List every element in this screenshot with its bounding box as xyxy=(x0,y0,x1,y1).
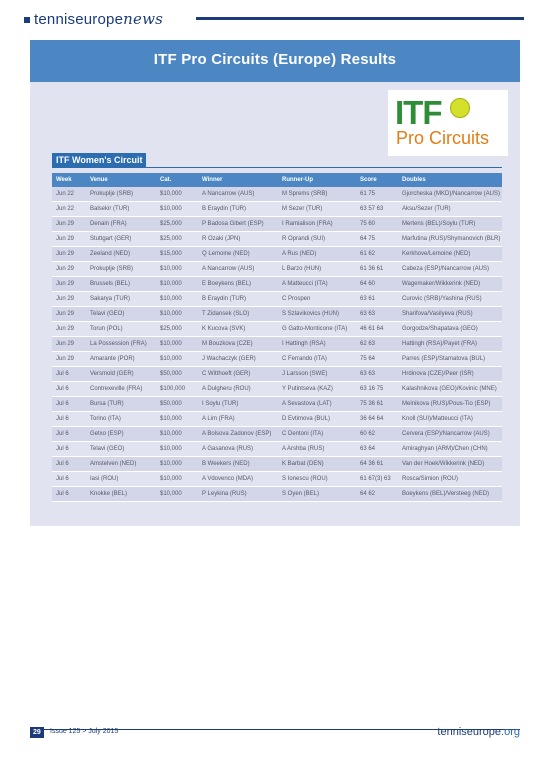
cell-category: $50,000 xyxy=(156,367,198,382)
cell-doubles: Hrdinova (CZE)/Peer (ISR) xyxy=(398,367,502,382)
cell-score: 46 61 64 xyxy=(356,322,398,337)
cell-venue: Zeeland (NED) xyxy=(86,247,156,262)
cell-winner: T Zidansek (SLO) xyxy=(198,307,278,322)
page-footer xyxy=(0,724,550,763)
table-row xyxy=(52,247,502,262)
masthead-brand xyxy=(34,10,163,28)
cell-score: 63 16 75 xyxy=(356,382,398,397)
cell-score: 63 63 xyxy=(356,307,398,322)
cell-category: $25,000 xyxy=(156,217,198,232)
cell-score: 64 60 xyxy=(356,277,398,292)
cell-winner: E Boeykens (BEL) xyxy=(198,277,278,292)
cell-score: 63 61 xyxy=(356,292,398,307)
cell-week: Jul 6 xyxy=(52,487,86,502)
cell-winner: R Ozaki (JPN) xyxy=(198,232,278,247)
cell-winner: A Gasanova (RUS) xyxy=(198,442,278,457)
cell-runner-up: G Gatto-Monticone (ITA) xyxy=(278,322,356,337)
cell-score: 64 36 61 xyxy=(356,457,398,472)
cell-score: 75 64 xyxy=(356,352,398,367)
cell-venue: Torun (POL) xyxy=(86,322,156,337)
cell-category: $10,000 xyxy=(156,292,198,307)
cell-venue: Telavi (GEO) xyxy=(86,442,156,457)
cell-category: $10,000 xyxy=(156,442,198,457)
masthead-square-icon xyxy=(24,17,30,23)
cell-venue: Bursa (TUR) xyxy=(86,397,156,412)
table-row xyxy=(52,487,502,502)
cell-week: Jun 29 xyxy=(52,247,86,262)
cell-runner-up: L Barzo (HUN) xyxy=(278,262,356,277)
masthead-rule xyxy=(196,17,524,20)
cell-category: $10,000 xyxy=(156,352,198,367)
cell-score: 64 75 xyxy=(356,232,398,247)
table-row xyxy=(52,307,502,322)
col-header-doubles: Doubles xyxy=(398,173,502,187)
cell-winner: A Dulgheru (ROU) xyxy=(198,382,278,397)
cell-doubles: Curovic (SRB)/Yashina (RUS) xyxy=(398,292,502,307)
cell-runner-up: S Oyen (BEL) xyxy=(278,487,356,502)
cell-score: 64 62 xyxy=(356,487,398,502)
cell-category: $10,000 xyxy=(156,487,198,502)
table-row xyxy=(52,382,502,397)
cell-winner: A Nancarrow (AUS) xyxy=(198,262,278,277)
cell-runner-up: A Matteucci (ITA) xyxy=(278,277,356,292)
cell-week: Jun 29 xyxy=(52,322,86,337)
cell-week: Jun 29 xyxy=(52,262,86,277)
cell-runner-up: R Oprandi (SUI) xyxy=(278,232,356,247)
masthead-brand-name: tenniseurope xyxy=(34,11,124,28)
cell-category: $10,000 xyxy=(156,412,198,427)
cell-score: 61 62 xyxy=(356,247,398,262)
table-row xyxy=(52,337,502,352)
cell-score: 36 64 64 xyxy=(356,412,398,427)
cell-winner: B Eraydin (TUR) xyxy=(198,202,278,217)
cell-week: Jul 6 xyxy=(52,382,86,397)
cell-winner: I Soylu (TUR) xyxy=(198,397,278,412)
cell-week: Jun 29 xyxy=(52,277,86,292)
table-row xyxy=(52,352,502,367)
cell-category: $10,000 xyxy=(156,307,198,322)
cell-score: 60 62 xyxy=(356,427,398,442)
cell-category: $10,000 xyxy=(156,277,198,292)
cell-week: Jul 6 xyxy=(52,442,86,457)
cell-winner: A Bolsova Zadonov (ESP) xyxy=(198,427,278,442)
cell-category: $50,000 xyxy=(156,397,198,412)
cell-runner-up: C Dentoni (ITA) xyxy=(278,427,356,442)
page-title: ITF Pro Circuits (Europe) Results xyxy=(153,51,397,68)
cell-week: Jul 6 xyxy=(52,367,86,382)
cell-runner-up: A Rus (NED) xyxy=(278,247,356,262)
cell-doubles: Amiraghyan (ARM)/Chen (CHN) xyxy=(398,442,502,457)
col-header-winner: Winner xyxy=(198,173,278,187)
cell-doubles: Rosca/Simion (ROU) xyxy=(398,472,502,487)
cell-doubles: Mertens (BEL)/Soylu (TUR) xyxy=(398,217,502,232)
cell-category: $10,000 xyxy=(156,187,198,202)
cell-winner: K Kucova (SVK) xyxy=(198,322,278,337)
cell-doubles: Knoll (SUI)/Matteucci (ITA) xyxy=(398,412,502,427)
footer-site-name: tenniseurope xyxy=(437,726,502,738)
cell-week: Jul 6 xyxy=(52,397,86,412)
cell-score: 75 36 61 xyxy=(356,397,398,412)
cell-venue: Brussels (BEL) xyxy=(86,277,156,292)
cell-runner-up: S Szlavikovics (HUN) xyxy=(278,307,356,322)
cell-venue: Iasi (ROU) xyxy=(86,472,156,487)
table-row xyxy=(52,217,502,232)
cell-score: 61 67(3) 63 xyxy=(356,472,398,487)
col-header-score: Score xyxy=(356,173,398,187)
cell-runner-up: S Ionescu (ROU) xyxy=(278,472,356,487)
cell-week: Jun 29 xyxy=(52,217,86,232)
cell-doubles: Melnikova (RUS)/Pous-Tio (ESP) xyxy=(398,397,502,412)
cell-winner: M Bouzkova (CZE) xyxy=(198,337,278,352)
cell-category: $25,000 xyxy=(156,232,198,247)
cell-doubles: Van der Hoek/Wikkerink (NED) xyxy=(398,457,502,472)
cell-doubles: Sharifova/Vasilyeva (RUS) xyxy=(398,307,502,322)
cell-score: 63 64 xyxy=(356,442,398,457)
footer-site xyxy=(437,726,520,738)
cell-venue: Stuttgart (GER) xyxy=(86,232,156,247)
cell-winner: B Eraydin (TUR) xyxy=(198,292,278,307)
section-divider xyxy=(52,167,502,168)
cell-week: Jun 29 xyxy=(52,337,86,352)
table-row xyxy=(52,277,502,292)
cell-category: $10,000 xyxy=(156,472,198,487)
col-header-venue: Venue xyxy=(86,173,156,187)
cell-winner: C Witthoeft (GER) xyxy=(198,367,278,382)
title-banner xyxy=(30,40,520,82)
table-row xyxy=(52,262,502,277)
cell-category: $100,000 xyxy=(156,382,198,397)
cell-winner: P Leykina (RUS) xyxy=(198,487,278,502)
cell-doubles: Parres (ESP)/Stamatova (BUL) xyxy=(398,352,502,367)
masthead-brand-suffix: news xyxy=(123,10,164,28)
cell-score: 61 75 xyxy=(356,187,398,202)
cell-venue: La Possession (FRA) xyxy=(86,337,156,352)
cell-week: Jun 29 xyxy=(52,232,86,247)
table-row xyxy=(52,292,502,307)
results-table xyxy=(52,173,502,502)
footer-site-tld: .org xyxy=(501,726,520,738)
cell-runner-up: I Ramialison (FRA) xyxy=(278,217,356,232)
cell-week: Jun 29 xyxy=(52,307,86,322)
cell-venue: Getxo (ESP) xyxy=(86,427,156,442)
table-row xyxy=(52,202,502,217)
cell-runner-up: C Prospen xyxy=(278,292,356,307)
results-panel xyxy=(30,40,520,526)
logo-sub-text: Pro Circuits xyxy=(396,128,490,148)
cell-venue: Amstelven (NED) xyxy=(86,457,156,472)
cell-category: $10,000 xyxy=(156,262,198,277)
cell-winner: Q Lemoine (NED) xyxy=(198,247,278,262)
table-row xyxy=(52,397,502,412)
cell-week: Jun 22 xyxy=(52,202,86,217)
cell-venue: Knokke (BEL) xyxy=(86,487,156,502)
itf-pro-circuits-logo xyxy=(388,90,508,156)
cell-score: 63 63 xyxy=(356,367,398,382)
cell-runner-up: Y Putintseva (KAZ) xyxy=(278,382,356,397)
cell-week: Jun 29 xyxy=(52,352,86,367)
cell-venue: Sakarya (TUR) xyxy=(86,292,156,307)
cell-doubles: Boeykens (BEL)/Versteeg (NED) xyxy=(398,487,502,502)
cell-week: Jun 22 xyxy=(52,187,86,202)
cell-venue: Contrexeville (FRA) xyxy=(86,382,156,397)
table-body xyxy=(52,187,502,502)
table-row xyxy=(52,187,502,202)
cell-doubles: Kerkhove/Lemoine (NED) xyxy=(398,247,502,262)
cell-venue: Prokuplje (SRB) xyxy=(86,262,156,277)
cell-winner: J Wachaczyk (GER) xyxy=(198,352,278,367)
cell-doubles: Cervera (ESP)/Nancarrow (AUS) xyxy=(398,427,502,442)
cell-week: Jul 6 xyxy=(52,412,86,427)
cell-runner-up: A Sevastova (LAT) xyxy=(278,397,356,412)
cell-winner: A Vdovenco (MDA) xyxy=(198,472,278,487)
cell-winner: B Weekers (NED) xyxy=(198,457,278,472)
col-header-runner-up: Runner-Up xyxy=(278,173,356,187)
section-label: ITF Women's Circuit xyxy=(52,153,146,167)
table-row xyxy=(52,472,502,487)
cell-runner-up: M Sprems (SRB) xyxy=(278,187,356,202)
table-row xyxy=(52,322,502,337)
table-row xyxy=(52,427,502,442)
cell-runner-up: M Sezer (TUR) xyxy=(278,202,356,217)
cell-doubles: Hattingh (RSA)/Payet (FRA) xyxy=(398,337,502,352)
table-row xyxy=(52,232,502,247)
issue-info: Issue 125 > July 2015 xyxy=(50,728,119,735)
cell-doubles: Kalashnikova (GEO)/Kovinic (MNE) xyxy=(398,382,502,397)
cell-runner-up: J Larsson (SWE) xyxy=(278,367,356,382)
page-number: 29 xyxy=(30,727,44,738)
cell-doubles: Aksu/Sezer (TUR) xyxy=(398,202,502,217)
tennis-ball-icon xyxy=(450,98,470,118)
col-header-week: Week xyxy=(52,173,86,187)
cell-doubles: Marfutina (RUS)/Shymanovich (BLR) xyxy=(398,232,502,247)
cell-week: Jul 6 xyxy=(52,472,86,487)
cell-score: 61 36 61 xyxy=(356,262,398,277)
cell-category: $10,000 xyxy=(156,427,198,442)
table-row xyxy=(52,367,502,382)
cell-doubles: Gorgodze/Shapatava (GEO) xyxy=(398,322,502,337)
cell-venue: Telavi (GEO) xyxy=(86,307,156,322)
cell-runner-up: C Ferrando (ITA) xyxy=(278,352,356,367)
cell-venue: Amarante (POR) xyxy=(86,352,156,367)
cell-category: $25,000 xyxy=(156,322,198,337)
cell-winner: A Nancarrow (AUS) xyxy=(198,187,278,202)
cell-week: Jul 6 xyxy=(52,427,86,442)
col-header-category: Cat. xyxy=(156,173,198,187)
cell-doubles: Wagemaker/Wikkerink (NED) xyxy=(398,277,502,292)
table-header-row xyxy=(52,173,502,187)
logo-main-text: ITF xyxy=(395,94,442,131)
table-row xyxy=(52,457,502,472)
table-row xyxy=(52,412,502,427)
cell-winner: P Badosa Gibert (ESP) xyxy=(198,217,278,232)
table-row xyxy=(52,442,502,457)
cell-category: $10,000 xyxy=(156,457,198,472)
masthead xyxy=(0,0,550,34)
cell-category: $10,000 xyxy=(156,337,198,352)
cell-runner-up: I Hattingh (RSA) xyxy=(278,337,356,352)
cell-doubles: Gjorcheska (MKD)/Nancarrow (AUS) xyxy=(398,187,502,202)
cell-score: 62 63 xyxy=(356,337,398,352)
cell-category: $10,000 xyxy=(156,202,198,217)
cell-doubles: Cabeza (ESP)/Nancarrow (AUS) xyxy=(398,262,502,277)
cell-venue: Denain (FRA) xyxy=(86,217,156,232)
cell-week: Jun 29 xyxy=(52,292,86,307)
cell-venue: Torino (ITA) xyxy=(86,412,156,427)
cell-winner: A Lim (FRA) xyxy=(198,412,278,427)
cell-venue: Prokuplje (SRB) xyxy=(86,187,156,202)
cell-runner-up: A Arshba (RUS) xyxy=(278,442,356,457)
cell-category: $15,000 xyxy=(156,247,198,262)
cell-score: 75 60 xyxy=(356,217,398,232)
cell-runner-up: K Barbat (DEN) xyxy=(278,457,356,472)
cell-score: 63 57 63 xyxy=(356,202,398,217)
cell-venue: Balsekir (TUR) xyxy=(86,202,156,217)
cell-week: Jul 6 xyxy=(52,457,86,472)
cell-venue: Versmold (GER) xyxy=(86,367,156,382)
cell-runner-up: D Evtimova (BUL) xyxy=(278,412,356,427)
